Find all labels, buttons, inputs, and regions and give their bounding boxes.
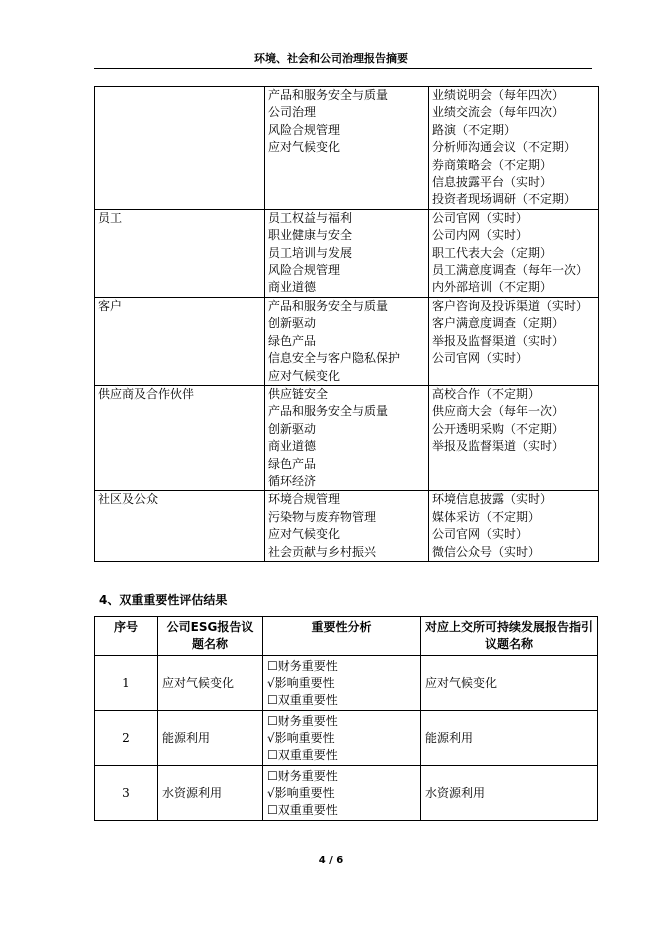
topic-item: 商业道德 bbox=[268, 280, 317, 295]
esg-topic: 水资源利用 bbox=[158, 766, 263, 821]
topic-item: 风险合规管理 bbox=[268, 263, 341, 278]
topic-item: 产品和服务安全与质量 bbox=[268, 298, 389, 313]
topic-item: 绿色产品 bbox=[268, 333, 317, 348]
sse-topic: 水资源利用 bbox=[421, 766, 598, 821]
channel-item: 微信公众号（实时） bbox=[432, 544, 541, 559]
stakeholder-channels bbox=[429, 297, 599, 385]
stakeholder-topics bbox=[265, 209, 429, 297]
channel-item: 客户满意度调查（定期） bbox=[432, 316, 565, 331]
topic-item: 应对气候变化 bbox=[268, 368, 341, 383]
topic-item: 商业道德 bbox=[268, 439, 317, 454]
topic-item: 供应链安全 bbox=[268, 386, 329, 401]
sse-topic: 能源利用 bbox=[421, 711, 598, 766]
channel-item: 举报及监督渠道（实时） bbox=[432, 333, 565, 348]
stakeholder-row bbox=[95, 87, 599, 210]
materiality-row bbox=[95, 711, 598, 766]
topic-item: 创新驱动 bbox=[268, 316, 317, 331]
channel-item: 举报及监督渠道（实时） bbox=[432, 439, 565, 454]
channel-item: 公司官网（实时） bbox=[432, 210, 529, 225]
materiality-checkbox: √影响重要性 bbox=[267, 730, 335, 745]
topic-item: 环境合规管理 bbox=[268, 492, 341, 507]
stakeholder-topics bbox=[265, 385, 429, 490]
channel-item: 职工代表大会（定期） bbox=[432, 245, 553, 260]
page-number: 4 / 6 bbox=[318, 855, 344, 866]
materiality-row bbox=[95, 766, 598, 821]
stakeholder-topics bbox=[265, 87, 429, 210]
topic-item: 职业健康与安全 bbox=[268, 228, 353, 243]
channel-item: 公司官网（实时） bbox=[432, 527, 529, 542]
topic-item: 应对气候变化 bbox=[268, 527, 341, 542]
materiality-checkbox: ☐财务重要性 bbox=[267, 713, 338, 728]
row-number: 2 bbox=[95, 711, 158, 766]
channel-item: 供应商大会（每年一次） bbox=[432, 404, 565, 419]
channel-item: 券商策略会（不定期） bbox=[432, 157, 553, 172]
topic-item: 应对气候变化 bbox=[268, 140, 341, 155]
stakeholder-table bbox=[94, 86, 599, 562]
header-no: 序号 bbox=[95, 617, 158, 656]
esg-topic: 应对气候变化 bbox=[158, 656, 263, 711]
topic-item: 产品和服务安全与质量 bbox=[268, 88, 389, 102]
topic-item: 员工权益与福利 bbox=[268, 210, 353, 225]
stakeholder-party: 员工 bbox=[95, 209, 265, 297]
channel-item: 员工满意度调查（每年一次） bbox=[432, 263, 589, 278]
materiality-options bbox=[263, 656, 421, 711]
stakeholder-party: 客户 bbox=[95, 297, 265, 385]
section-title: 4、双重重要性评估结果 bbox=[99, 593, 228, 607]
sse-topic: 应对气候变化 bbox=[421, 656, 598, 711]
header-rule bbox=[94, 68, 592, 69]
stakeholder-topics bbox=[265, 491, 429, 562]
topic-item: 风险合规管理 bbox=[268, 122, 341, 137]
page-header-title: 环境、社会和公司治理报告摘要 bbox=[254, 52, 408, 65]
stakeholder-row bbox=[95, 297, 599, 385]
channel-item: 业绩交流会（每年四次） bbox=[432, 105, 565, 120]
materiality-options bbox=[263, 766, 421, 821]
topic-item: 绿色产品 bbox=[268, 456, 317, 471]
topic-item: 员工培训与发展 bbox=[268, 245, 353, 260]
materiality-row bbox=[95, 656, 598, 711]
channel-item: 高校合作（不定期） bbox=[432, 386, 541, 401]
channel-item: 环境信息披露（实时） bbox=[432, 492, 553, 507]
materiality-checkbox: ☐双重重要性 bbox=[267, 692, 338, 707]
topic-item: 信息安全与客户隐私保护 bbox=[268, 351, 401, 366]
materiality-checkbox: √影响重要性 bbox=[267, 675, 335, 690]
topic-item: 污染物与废弃物管理 bbox=[268, 509, 377, 524]
esg-topic: 能源利用 bbox=[158, 711, 263, 766]
materiality-checkbox: ☐双重重要性 bbox=[267, 802, 338, 817]
topic-item: 产品和服务安全与质量 bbox=[268, 404, 389, 419]
topic-item: 创新驱动 bbox=[268, 421, 317, 436]
topic-item: 循环经济 bbox=[268, 473, 317, 488]
channel-item: 业绩说明会（每年四次） bbox=[432, 88, 565, 102]
channel-item: 公司官网（实时） bbox=[432, 351, 529, 366]
header-analysis: 重要性分析 bbox=[263, 617, 421, 656]
channel-item: 路演（不定期） bbox=[432, 122, 517, 137]
stakeholder-row bbox=[95, 209, 599, 297]
header-topic: 公司ESG报告议题名称 bbox=[158, 617, 263, 656]
row-number: 3 bbox=[95, 766, 158, 821]
stakeholder-channels bbox=[429, 385, 599, 490]
channel-item: 公司内网（实时） bbox=[432, 228, 529, 243]
channel-item: 公开透明采购（不定期） bbox=[432, 421, 565, 436]
channel-item: 客户咨询及投诉渠道（实时） bbox=[432, 298, 589, 313]
channel-item: 信息披露平台（实时） bbox=[432, 175, 553, 190]
materiality-checkbox: ☐财务重要性 bbox=[267, 658, 338, 673]
materiality-table bbox=[94, 616, 598, 821]
channel-item: 投资者现场调研（不定期） bbox=[432, 192, 577, 207]
header-sse-topic: 对应上交所可持续发展报告指引议题名称 bbox=[421, 617, 598, 656]
materiality-options bbox=[263, 711, 421, 766]
stakeholder-row bbox=[95, 385, 599, 490]
stakeholder-party: 供应商及合作伙伴 bbox=[95, 385, 265, 490]
materiality-checkbox: ☐双重重要性 bbox=[267, 747, 338, 762]
row-number: 1 bbox=[95, 656, 158, 711]
channel-item: 分析师沟通会议（不定期） bbox=[432, 140, 577, 155]
channel-item: 媒体采访（不定期） bbox=[432, 509, 541, 524]
materiality-checkbox: √影响重要性 bbox=[267, 785, 335, 800]
stakeholder-row bbox=[95, 491, 599, 562]
stakeholder-channels bbox=[429, 87, 599, 210]
materiality-checkbox: ☐财务重要性 bbox=[267, 768, 338, 783]
stakeholder-topics bbox=[265, 297, 429, 385]
stakeholder-channels bbox=[429, 491, 599, 562]
materiality-header-row bbox=[95, 617, 598, 656]
topic-item: 公司治理 bbox=[268, 105, 317, 120]
stakeholder-party: 社区及公众 bbox=[95, 491, 265, 562]
stakeholder-party bbox=[95, 87, 265, 210]
channel-item: 内外部培训（不定期） bbox=[432, 280, 553, 295]
topic-item: 社会贡献与乡村振兴 bbox=[268, 544, 377, 559]
stakeholder-channels bbox=[429, 209, 599, 297]
